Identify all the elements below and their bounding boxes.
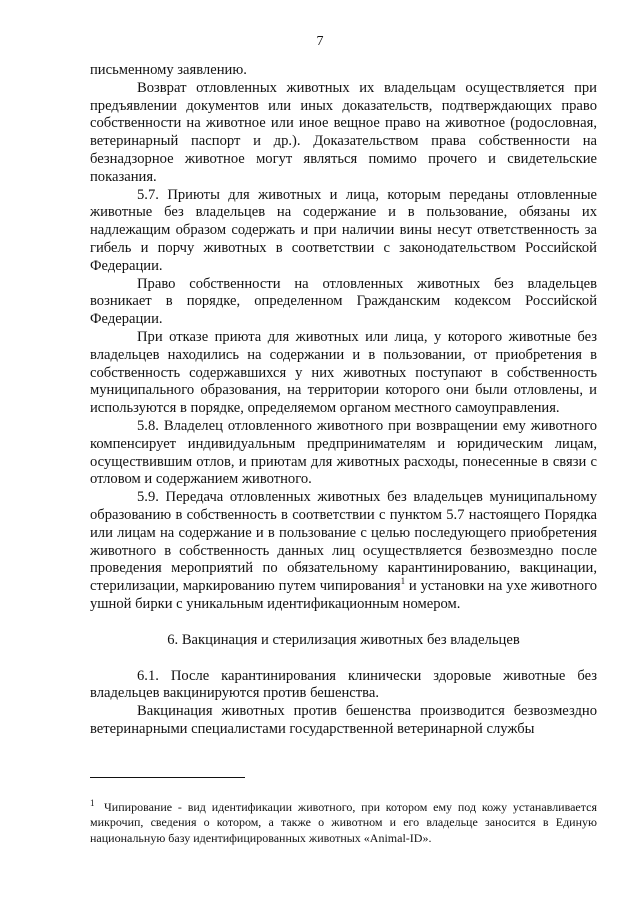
section-heading: 6. Вакцинация и стерилизация животных без владельцев [167,631,520,648]
paragraph-vaccination: Вакцинация животных против бешенства производится безвозмездно ветеринарными специалистами государственной ветеринарной службы [90,703,597,737]
paragraph-5-7: 5.7. Приюты для животных и лица, которым переданы отловленные животные без владельцев на содержание и в пользование, обязаны их надлежащим образом содержать и при наличии вины несут ответственность за гибель и порчу животных в соответствии с законодательством Российской Федерации. [90,186,597,274]
paragraph-5-9-part-2: и установки на ухе животного ушной бирки с уникальным идентификационным номером. [90,578,597,612]
paragraph-5-8: 5.8. Владелец отловленного животного при возвращении ему животного компенсирует индивидуальным предпринимателям и юридическим лицам, осуществившим отлов, и приютам для животных расходы, понесенные в связи с отловом и содержанием животного. [90,417,597,488]
paragraph-5-9 [90,489,597,614]
document-body [90,62,597,739]
footnote: 1 Чипирование - вид идентификации животного, при котором ему под кожу устанавливается микрочип, сведения о котором, а также о животном и его владельце заносится в Единую национальную базу идентифицированных животных «Animal-ID». [90,798,597,845]
paragraph-continuation: письменному заявлению. [90,62,247,78]
footnote-reference: 1 [400,576,406,587]
paragraph-6-1: 6.1. После карантинирования клинически здоровые животные без владельцев вакцинируются против бешенства. [90,667,597,702]
footnote-separator [90,777,245,778]
paragraph-5-9-part-1: 5.9. Передача отловленных животных без владельцев муниципальному образованию в собственность в соответствии с пунктом 5.7 настоящего Порядка или лицам на содержание и в пользование с целью последующего приобретения животного в собственность данных лиц осуществляется безвозмездно после проведения мероприятий по обязательному карантинированию, вакцинации, стерилизации, маркированию путем чипирования [90,489,597,595]
paragraph-ownership-right: Право собственности на отловленных животных без владельцев возникает в порядке, определенном Гражданским кодексом Российской Федерации. [90,275,597,328]
paragraph-return-of-animals: Возврат отловленных животных их владельцам осуществляется при предъявлении документов или иных доказательств, подтверждающих право собственности на животное или иное вещное право на животное (родословная, ветеринарный паспорт и др.). Доказательством права собственности на безнадзорное животное могут являться помимо прочего и свидетельские показания. [90,79,597,185]
page-number: 7 [316,34,324,49]
footnote-text: Чипирование - вид идентификации животного, при котором ему под кожу устанавливается микрочип, сведения о котором, а также о животном и его владельце заносится в Единую национальную базу идентифицированных животных «Animal-ID». [90,800,597,845]
paragraph-shelter-refusal: При отказе приюта для животных или лица, у которого животные без владельцев находились на содержании и в пользовании, от приобретения в собственность содержавшихся у них животных поступают в собственность муниципального образования, на территории которого они были отловлены, и используются в порядке, определяемом органом местного самоуправления. [90,328,597,417]
